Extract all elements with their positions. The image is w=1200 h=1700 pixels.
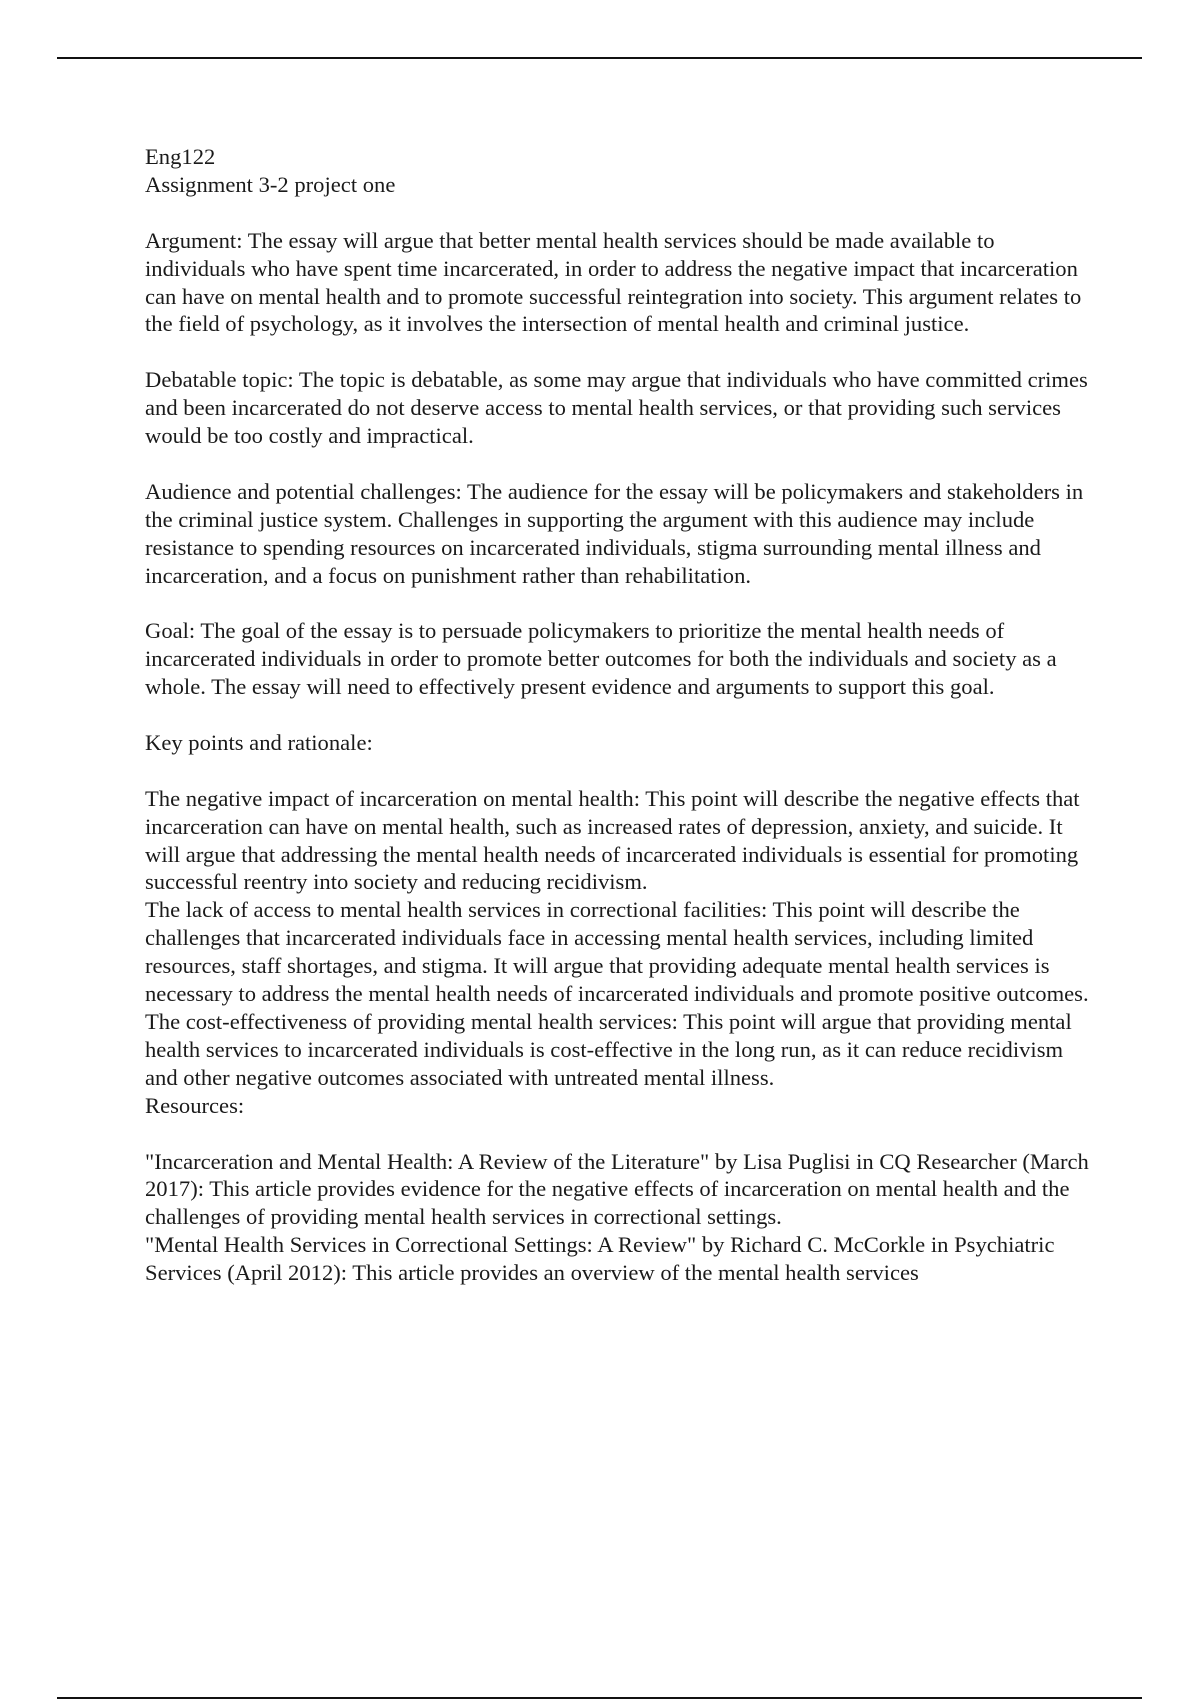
assignment-title: Assignment 3-2 project one (145, 171, 396, 197)
resources-heading: Resources: (145, 1092, 245, 1118)
top-page-rule (57, 57, 1142, 59)
resource-mccorkle: "Mental Health Services in Correctional Settings: A Review" by Richard C. McCorkle in Psychiatric Services (April 2012): This article provides an overview of the mental health services (145, 1232, 1055, 1286)
paragraph-spacer (145, 1120, 1095, 1148)
resource-puglisi: "Incarceration and Mental Health: A Review of the Literature" by Lisa Puglisi in CQ Researcher (March 2017): This article provides evidence for the negative effects of incarceration on mental health and the challenges of providing mental health services in correctional settings. (145, 1148, 1089, 1230)
paragraph-spacer (145, 589, 1095, 617)
paragraph-spacer (145, 199, 1095, 227)
paragraph-spacer (145, 450, 1095, 478)
paragraph-spacer (145, 701, 1095, 729)
bottom-page-rule (57, 1697, 1142, 1699)
paragraph-spacer (145, 338, 1095, 366)
debatable-topic-paragraph: Debatable topic: The topic is debatable, as some may argue that individuals who have committed crimes and been incarcerated do not deserve access to mental health services, or that providing such services would be too costly and impractical. (145, 367, 1088, 449)
audience-paragraph: Audience and potential challenges: The audience for the essay will be policymakers and stakeholders in the criminal justice system. Challenges in supporting the argument with this audience may include resistance to spending resources on incarcerated individuals, stigma surrounding mental illness and incarceration, and a focus on punishment rather than rehabilitation. (145, 478, 1084, 588)
key-point-service-access: The lack of access to mental health services in correctional facilities: This point will describe the challenges that incarcerated individuals face in accessing mental health services, including limited resources, staff shortages, and stigma. It will argue that providing adequate mental health services is necessary to address the mental health needs of incarcerated individuals and promote positive outcomes. (145, 897, 1089, 1007)
document-body (145, 143, 1095, 1287)
goal-paragraph: Goal: The goal of the essay is to persuade policymakers to prioritize the mental health needs of incarcerated individuals in order to promote better outcomes for both the individuals and society as a whole. The essay will need to effectively present evidence and arguments to support this goal. (145, 618, 1057, 700)
key-point-cost-effectiveness: The cost-effectiveness of providing mental health services: This point will argue that providing mental health services to incarcerated individuals is cost-effective in the long run, as it can reduce recidivism and other negative outcomes associated with untreated mental illness. (145, 1009, 1072, 1090)
key-points-heading: Key points and rationale: (145, 729, 373, 755)
course-code: Eng122 (145, 144, 216, 169)
key-point-mental-health-impact: The negative impact of incarceration on mental health: This point will describe the negative effects that incarceration can have on mental health, such as increased rates of depression, anxiety, and suicide. It will argue that addressing the mental health needs of incarcerated individuals is essential for promoting successful reentry into society and reducing recidivism. (145, 785, 1080, 895)
argument-paragraph: Argument: The essay will argue that better mental health services should be made available to individuals who have spent time incarcerated, in order to address the negative impact that incarceration can have on mental health and to promote successful reintegration into society. This argument relates to the field of psychology, as it involves the intersection of mental health and criminal justice. (145, 227, 1082, 337)
paragraph-spacer (145, 757, 1095, 785)
